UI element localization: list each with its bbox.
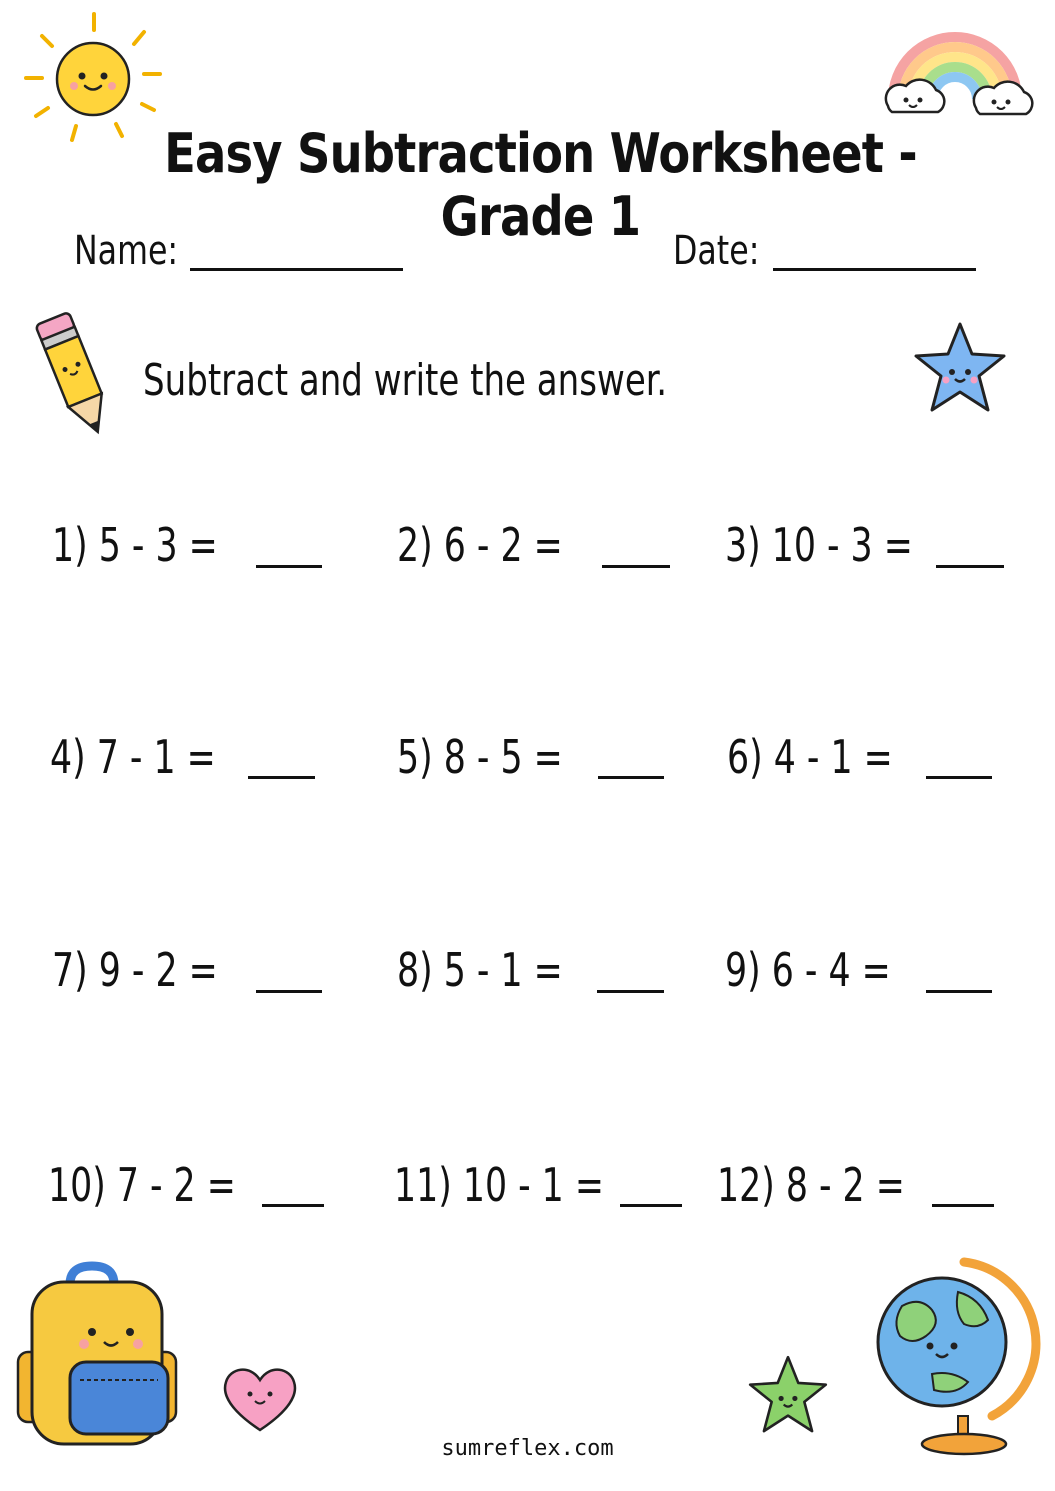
- problem-5: 5) 8 - 5 =: [397, 730, 563, 784]
- answer-blank-8[interactable]: [597, 990, 664, 993]
- problem-1: 1) 5 - 3 =: [52, 518, 218, 572]
- answer-blank-6[interactable]: [926, 776, 992, 779]
- star-icon: [910, 318, 1010, 418]
- backpack-icon: [12, 1262, 187, 1452]
- answer-blank-12[interactable]: [932, 1204, 994, 1207]
- name-line[interactable]: [190, 268, 403, 271]
- footer-site: sumreflex.com: [441, 1436, 614, 1461]
- problem-11: 11) 10 - 1 =: [394, 1158, 604, 1212]
- name-field[interactable]: [74, 228, 192, 274]
- instruction-text: Subtract and write the answer.: [143, 355, 668, 406]
- pencil-icon: [36, 308, 116, 443]
- answer-blank-1[interactable]: [256, 565, 322, 568]
- problem-6: 6) 4 - 1 =: [727, 730, 893, 784]
- date-label: Date:: [673, 228, 760, 274]
- answer-blank-9[interactable]: [926, 990, 992, 993]
- page-title: Easy Subtraction Worksheet - Grade 1: [164, 122, 917, 248]
- heart-icon: [220, 1362, 300, 1434]
- date-field[interactable]: [673, 228, 771, 274]
- problem-12: 12) 8 - 2 =: [717, 1158, 905, 1212]
- name-label: Name:: [74, 228, 179, 274]
- problem-10: 10) 7 - 2 =: [48, 1158, 236, 1212]
- rainbow-icon: [868, 24, 1043, 124]
- problem-9: 9) 6 - 4 =: [725, 943, 891, 997]
- answer-blank-4[interactable]: [248, 776, 315, 779]
- green-star-icon: [744, 1352, 832, 1438]
- answer-blank-3[interactable]: [936, 565, 1004, 568]
- answer-blank-7[interactable]: [256, 990, 322, 993]
- answer-blank-2[interactable]: [602, 565, 670, 568]
- answer-blank-10[interactable]: [262, 1204, 324, 1207]
- answer-blank-5[interactable]: [598, 776, 664, 779]
- problem-7: 7) 9 - 2 =: [52, 943, 218, 997]
- problem-3: 3) 10 - 3 =: [725, 518, 913, 572]
- date-line[interactable]: [773, 268, 976, 271]
- globe-icon: [872, 1256, 1037, 1461]
- answer-blank-11[interactable]: [620, 1204, 682, 1207]
- problem-8: 8) 5 - 1 =: [397, 943, 563, 997]
- problem-4: 4) 7 - 1 =: [50, 730, 216, 784]
- problem-2: 2) 6 - 2 =: [397, 518, 563, 572]
